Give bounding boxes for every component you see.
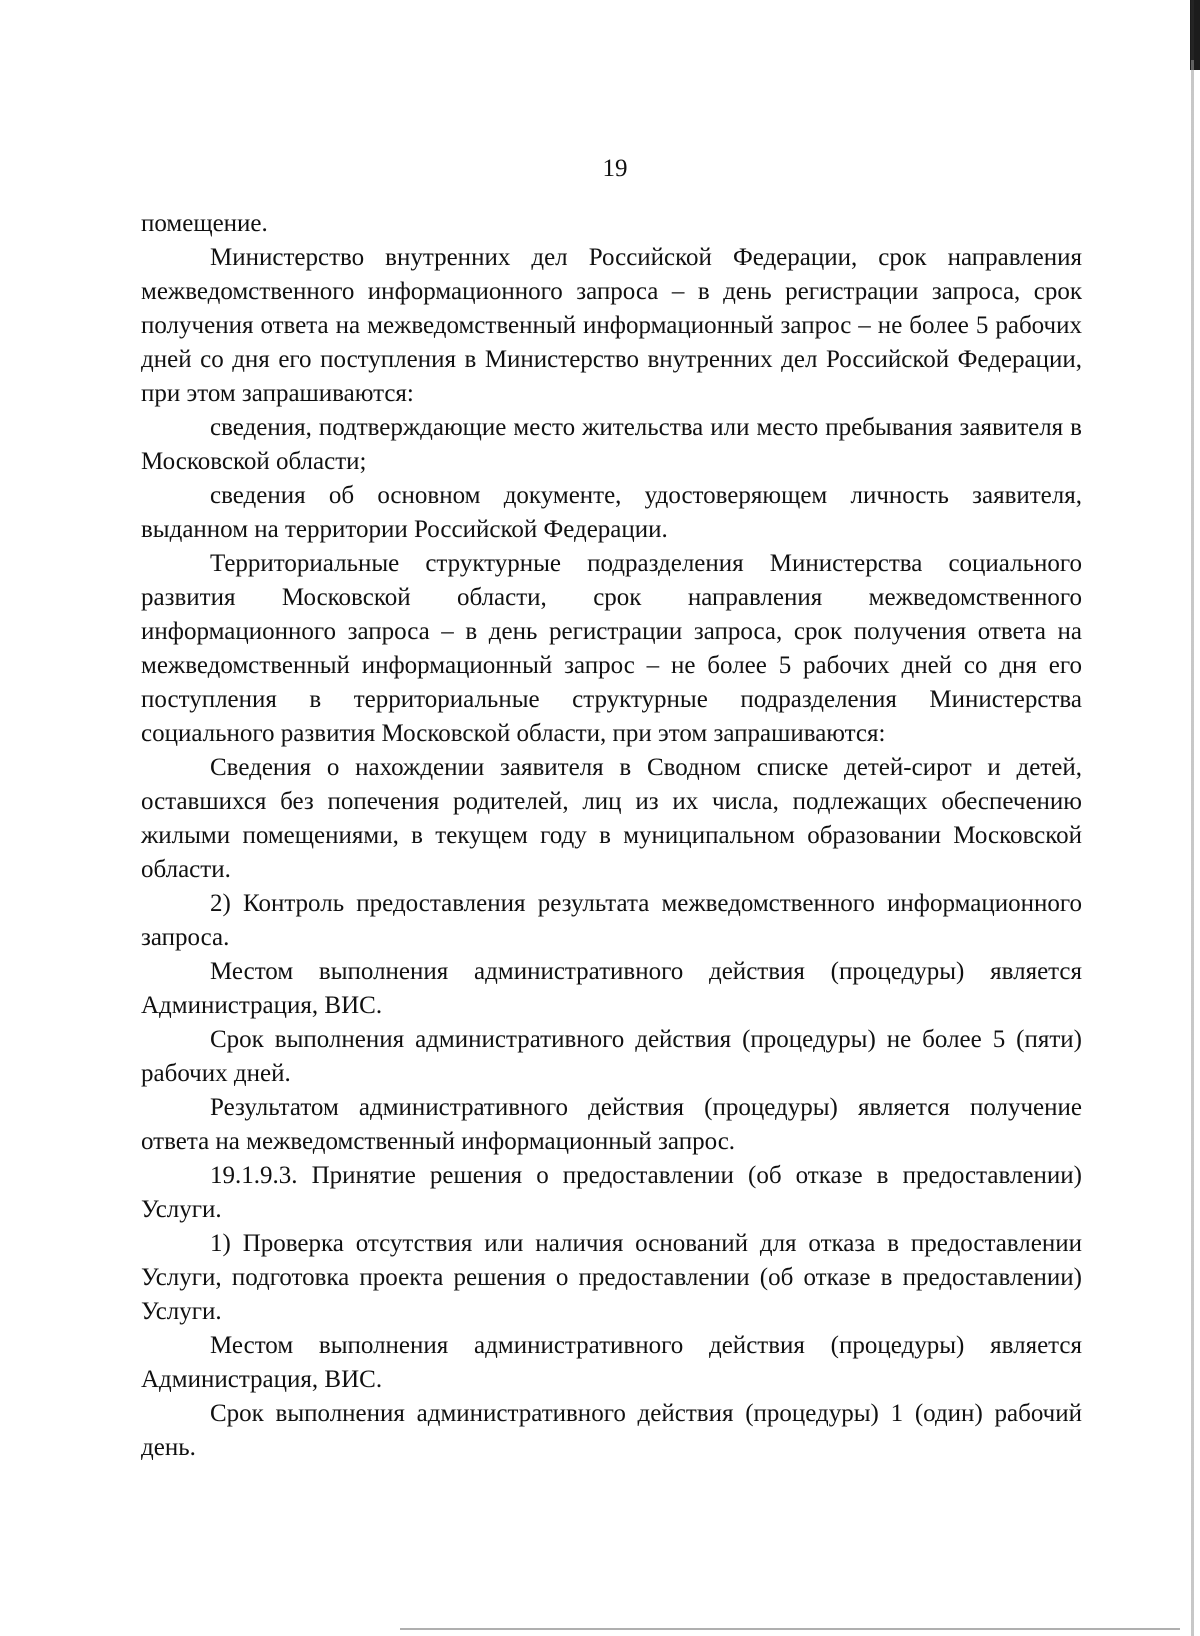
paragraph-identity-document: сведения об основном документе, удостоверяющем личность заявителя, выданном на территории Российской Федерации.: [141, 482, 1082, 543]
paragraph-term-2: Срок выполнения административного действия (процедуры) 1 (один) рабочий день.: [141, 1400, 1082, 1461]
paragraph-section-19-1-9-3: 19.1.9.3. Принятие решения о предоставлении (об отказе в предоставлении) Услуги.: [141, 1162, 1082, 1223]
paragraph-result-1: Результатом административного действия (процедуры) является получение ответа на межведомственный информационный запрос.: [141, 1094, 1082, 1155]
paragraph-control-result: 2) Контроль предоставления результата межведомственного информационного запроса.: [141, 890, 1082, 951]
paragraph-residence-info: сведения, подтверждающие место жительства или место пребывания заявителя в Московской области;: [141, 414, 1082, 475]
scan-edge-bottom: [400, 1628, 1180, 1630]
paragraph-place-of-execution-1: Местом выполнения административного действия (процедуры) является Администрация, ВИС.: [141, 958, 1082, 1019]
scan-edge-right: [1191, 0, 1194, 1636]
paragraph-social-ministry-request: Территориальные структурные подразделения Министерства социального развития Московской области, срок направления межведомственного информационного запроса – в день регистрации запроса, срок получения ответа на межведомственный информационный запрос – не более 5 рабочих дней со дня его поступления в территориальные структурные подразделения Министерства социального развития Московской области, при этом запрашиваются:: [141, 550, 1082, 747]
paragraph-term-1: Срок выполнения административного действия (процедуры) не более 5 (пяти) рабочих дней.: [141, 1026, 1082, 1087]
paragraph-continuation: помещение.: [141, 210, 268, 237]
paragraph-place-of-execution-2: Местом выполнения административного действия (процедуры) является Администрация, ВИС.: [141, 1332, 1082, 1393]
page-number: 19: [602, 155, 628, 182]
paragraph-check-grounds: 1) Проверка отсутствия или наличия оснований для отказа в предоставлении Услуги, подготовка проекта решения о предоставлении (об отказе в предоставлении) Услуги.: [141, 1230, 1082, 1325]
paragraph-orphan-list-info: Сведения о нахождении заявителя в Сводном списке детей-сирот и детей, оставшихся без попечения родителей, лиц из их числа, подлежащих обеспечению жилыми помещениями, в текущем году в муниципальном образовании Московской области.: [141, 754, 1082, 883]
paragraph-mvd-request: Министерство внутренних дел Российской Федерации, срок направления межведомственного информационного запроса – в день регистрации запроса, срок получения ответа на межведомственный информационный запрос – не более 5 рабочих дней со дня его поступления в Министерство внутренних дел Российской Федерации, при этом запрашиваются:: [141, 244, 1082, 407]
body-text: [141, 207, 1082, 1465]
